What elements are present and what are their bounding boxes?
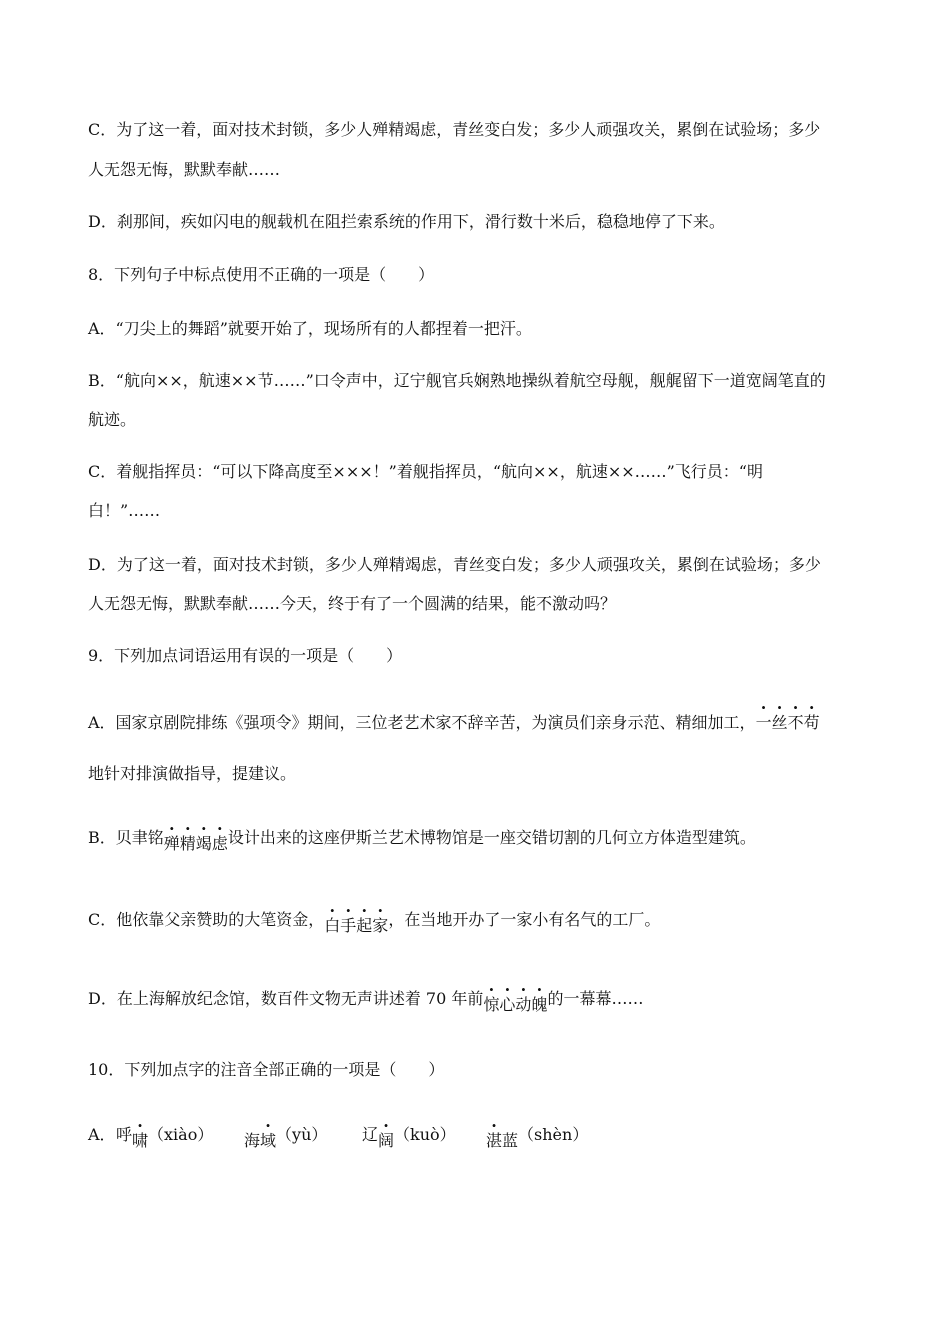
q8-stem: 8．下列句子中标点使用不正确的一项是（ ） <box>88 265 435 284</box>
q8-option-b-line2: 航迹。 <box>88 410 137 429</box>
q9-b-dotted-word <box>164 834 228 854</box>
q10-a-label: A． <box>88 1125 116 1144</box>
dotted-char: 域 <box>260 1131 277 1150</box>
q9-option-a-line1 <box>88 713 820 733</box>
dotted-char: 起 <box>356 916 373 935</box>
dotted-char: 竭 <box>195 834 212 853</box>
dotted-char: 虑 <box>211 834 228 853</box>
q9-c-suffix: ，在当地开办了一家小有名气的工厂。 <box>388 910 661 929</box>
dotted-char: 苟 <box>803 713 820 732</box>
dotted-char: 阔 <box>378 1131 395 1150</box>
q9-option-b <box>88 828 756 853</box>
q9-option-c <box>88 910 661 935</box>
q9-d-dotted-word <box>483 995 547 1015</box>
item-char: 辽 <box>362 1125 379 1144</box>
dotted-char: 动 <box>515 995 532 1014</box>
q9-d-prefix: D．在上海解放纪念馆，数百件文物无声讲述着 70 年前 <box>88 989 484 1008</box>
q8-option-a: A．“刀尖上的舞蹈”就要开始了，现场所有的人都捏着一把汗。 <box>88 319 532 338</box>
q9-a-dotted-word <box>756 713 820 732</box>
item-char: 海 <box>244 1131 261 1150</box>
item-pinyin: （kuò） <box>394 1125 456 1144</box>
q10-a-item-1 <box>116 1125 214 1150</box>
dotted-char: 湛 <box>486 1131 503 1150</box>
q9-b-suffix: 设计出来的这座伊斯兰艺术博物馆是一座交错切割的几何立方体造型建筑。 <box>227 828 756 847</box>
dotted-char: 啸 <box>132 1131 149 1150</box>
q10-stem: 10．下列加点字的注音全部正确的一项是（ ） <box>88 1060 445 1079</box>
item-char: 蓝 <box>502 1131 519 1150</box>
q10-a-item-3 <box>362 1125 456 1150</box>
dotted-char: 惊 <box>483 995 500 1014</box>
item-char: 呼 <box>116 1125 133 1144</box>
q9-option-a-line2: 地针对排演做指导，提建议。 <box>88 764 297 783</box>
q9-c-prefix: C．他依靠父亲赞助的大笔资金， <box>88 910 325 929</box>
dotted-char: 心 <box>499 995 516 1014</box>
q7-option-c-line2: 人无怨无悔，默默奉献…… <box>88 160 281 179</box>
q10-a-item-2 <box>244 1125 328 1150</box>
dotted-char: 手 <box>340 916 357 935</box>
q9-a-text: A．国家京剧院排练《强项令》期间，三位老艺术家不辞辛苦，为演员们亲身示范、精细加工， <box>88 713 756 732</box>
q8-option-b-line1: B．“航向××，航速××节……”口令声中，辽宁舰官兵娴熟地操纵着航空母舰，舰艉留下一道宽阔笔直的 <box>88 371 826 390</box>
q8-option-d-line1: D．为了这一着，面对技术封锁，多少人殚精竭虑，青丝变白发；多少人顽强攻关，累倒在试验场；多少 <box>88 555 821 574</box>
dotted-char: 一 <box>755 713 772 732</box>
dotted-char: 殚 <box>163 834 180 853</box>
dotted-char: 白 <box>324 916 341 935</box>
dotted-char: 家 <box>372 916 389 935</box>
q9-d-suffix: 的一幕幕…… <box>547 989 644 1008</box>
q8-option-c-line2: 白！”…… <box>88 501 161 520</box>
q10-a-item-4 <box>486 1125 589 1150</box>
item-pinyin: （yù） <box>276 1125 328 1144</box>
dotted-char: 魄 <box>531 995 548 1014</box>
q9-option-d <box>88 989 644 1014</box>
q8-option-d-line2: 人无怨无悔，默默奉献……今天，终于有了一个圆满的结果，能不激动吗？ <box>88 594 617 613</box>
q7-option-c-line1: C．为了这一着，面对技术封锁，多少人殚精竭虑，青丝变白发；多少人顽强攻关，累倒在试验场；多少 <box>88 120 821 139</box>
q9-c-dotted-word <box>324 916 388 936</box>
dotted-char: 不 <box>787 713 804 732</box>
q9-stem: 9．下列加点词语运用有误的一项是（ ） <box>88 646 403 665</box>
q8-option-c-line1: C．着舰指挥员：“可以下降高度至×××！”着舰指挥员，“航向××，航速××……”飞行员：“明 <box>88 462 763 481</box>
q7-option-d: D．刹那间，疾如闪电的舰载机在阻拦索系统的作用下，滑行数十米后，稳稳地停了下来。 <box>88 212 725 231</box>
dotted-char: 精 <box>179 834 196 853</box>
item-pinyin: （shèn） <box>518 1125 589 1144</box>
item-pinyin: （xiào） <box>148 1125 214 1144</box>
q9-b-prefix: B．贝聿铭 <box>88 828 164 847</box>
dotted-char: 丝 <box>771 713 788 732</box>
